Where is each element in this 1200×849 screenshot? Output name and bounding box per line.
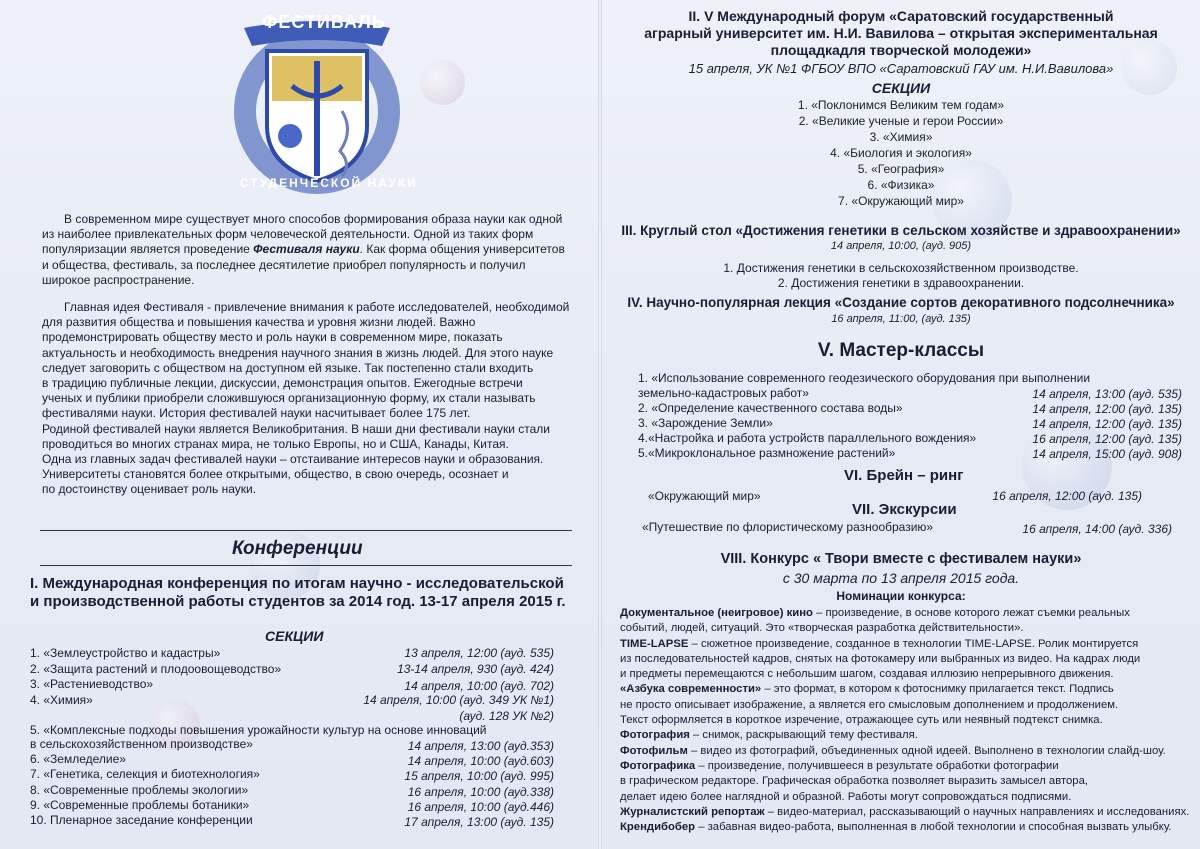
brain-ring-name: «Окружающий мир» [648, 489, 761, 503]
left-page [0, 0, 598, 849]
nomination-text: не просто описывает изображение, а является его смысловым дополнением и продолжением. [620, 698, 1119, 711]
conference-item-time: 16 апреля, 10:00 (ауд.446) [407, 800, 554, 814]
nomination-name: Фотофильм [620, 744, 688, 757]
forum-section-item: 3. «Химия» [869, 130, 933, 144]
conference-item-name: 7. «Генетика, селекция и биотехнология» [30, 767, 260, 781]
masterclass-item-name: земельно-кадастровых работ» [638, 386, 809, 400]
nomination-text: – видео из фотографий, объединенных одной идеей. Выполнено в технологии слайд-шоу. [687, 744, 1166, 757]
nomination-text: – видео-материал, рассказывающий о научных направлениях и исследованиях. [764, 805, 1190, 818]
intro-line: следует заговорить с обществом на доступном ей языке. Так постепенно стали входить [42, 360, 534, 375]
nomination-name: Документальное (неигровое) кино [620, 607, 813, 619]
conference-title-line2: и производственной работы студентов за 2014 год. 13-17 апреля 2015 г. [30, 593, 566, 610]
conference-item-time: 15 апреля, 10:00 (ауд. 995) [404, 769, 554, 783]
nomination-text: – это формат, в котором к фотоснимку прилагается текст. Подпись [761, 683, 1114, 696]
nomination-text: в графическом редакторе. Графическая обработка позволяет выразить замысел автора, [620, 775, 1088, 788]
excursions-title: VII. Экскурсии [852, 501, 957, 518]
nomination-text: событий, людей, ситуаций. Это «творческая разработка действительности». [620, 622, 1024, 635]
round-table-item: 1. Достижения генетики в сельскохозяйственном производстве. [723, 261, 1079, 275]
nominations-list [620, 606, 1189, 835]
nomination-text: делает идею более наглядной и образной. Работы могут сопровождаться подписями. [620, 790, 1072, 803]
masterclass-item-name: 3. «Зарождение Земли» [638, 416, 773, 430]
masterclass-item-name: 5.«Микроклональное размножение растений» [638, 446, 896, 460]
divider-line [40, 565, 572, 566]
conference-item-time: 13 апреля, 12:00 (ауд. 535) [404, 646, 554, 660]
conference-item-name: 1. «Землеустройство и кадастры» [30, 646, 221, 660]
nomination-line [620, 759, 1189, 774]
conference-item-time: 14 апреля, 10:00 (ауд. 349 УК №1) [363, 693, 554, 707]
conference-item-name: 2. «Защита растений и плодоовощеводство» [30, 662, 282, 676]
forum-title-line2: аграрный университет им. Н.И. Вавилова – открытая экспериментальная [644, 25, 1158, 41]
logo-top-text: ФЕСТИВАЛЬ [262, 12, 386, 32]
round-table-time: 14 апреля, 10:00, (ауд. 905) [830, 240, 972, 252]
intro-line: ученых и публики приобрели сложившуюся организационную форму, их стали называть [42, 391, 536, 406]
forum-section-item: 6. «Физика» [867, 178, 935, 192]
forum-title-line3: площадкадля творческой молодежи» [770, 42, 1032, 58]
brain-ring-time: 16 апреля, 12:00 (ауд. 135) [992, 489, 1142, 503]
conferences-heading: Конференции [232, 538, 363, 559]
nomination-line [620, 606, 1189, 621]
nominations-label: Номинации конкурса: [836, 589, 966, 603]
masterclasses-title: V. Мастер-классы [817, 340, 985, 361]
intro-line: продемонстрировать обществу место и роль науки в современном мире, показать [42, 330, 503, 345]
conference-item-name: 10. Пленарное заседание конференции [30, 813, 253, 827]
conference-item-time: 13-14 апреля, 930 (ауд. 424) [397, 662, 554, 676]
nomination-text: Текст оформляется в короткое изречение, отражающее суть или неявный подтекст снимка. [620, 714, 1103, 727]
contest-title: VIII. Конкурс « Твори вместе с фестивалем науки» [720, 551, 1082, 567]
conference-item-name: 4. «Химия» [30, 693, 93, 707]
conference-item-name: 6. «Земледелие» [30, 752, 126, 766]
masterclass-item-time: 14 апреля, 12:00 (ауд. 135) [1032, 417, 1182, 431]
intro-line: по достоинству оценивает роль науки. [42, 482, 257, 497]
intro-line: Родиной фестивалей науки является Великобритания. В наши дни фестивали науки стали [42, 421, 551, 436]
masterclass-item-name: 1. «Использование современного геодезического оборудования при выполнении [638, 371, 1091, 385]
intro-line: проводиться во многих странах мира, не только Европы, но и США, Канады, Китая. [42, 436, 509, 451]
nomination-name: Фотографика [620, 759, 696, 772]
excursions-name: «Путешествие по флористическому разнообразию» [642, 520, 934, 534]
nomination-line [620, 805, 1189, 820]
intro-line: и общества, фестиваль, за последнее десятилетие приобрел популярность и получил [42, 257, 526, 272]
nomination-text: – забавная видео-работа, выполненная в любой технологии и способная вызвать улыбку. [695, 821, 1172, 834]
conference-sections-label: СЕКЦИИ [265, 628, 324, 644]
festival-logo [222, 6, 412, 196]
brain-ring-title: VI. Брейн – ринг [844, 467, 964, 484]
nomination-text: из последовательностей кадров, снятых на фотокамеру или выбранных из видео. На кадрах люди [620, 652, 1141, 665]
nomination-name: «Азбука современности» [620, 683, 762, 696]
molecule-ball-decoration [420, 60, 465, 105]
intro-line-festival: популяризации является проведение Фестиваля науки. Как форма общения университетов [42, 242, 565, 257]
intro-paragraph-2 [42, 300, 569, 498]
round-table-item: 2. Достижения генетики в здравоохранении. [777, 276, 1025, 290]
nomination-name: Крендибобер [620, 821, 696, 834]
nomination-line [620, 667, 1189, 682]
nomination-name: Фотография [620, 729, 690, 742]
masterclass-item-time: 16 апреля, 12:00 (ауд. 135) [1032, 432, 1182, 446]
intro-paragraph-1 [42, 212, 565, 288]
round-table-title: III. Круглый стол «Достижения генетики в сельском хозяйстве и здравоохранении» [621, 223, 1181, 238]
forum-subtitle: 15 апреля, УК №1 ФГБОУ ВПО «Саратовский ГАУ им. Н.И.Вавилова» [688, 61, 1114, 76]
logo-ring-text: СТУДЕНЧЕСКОЙ НАУКИ [240, 176, 418, 190]
conference-item-name: 5. «Комплексные подходы повышения урожайности культур на основе инноваций [30, 723, 487, 737]
nomination-text: и предметы перемещаются с небольшим шагом, создавая иллюзию непрерывного движения. [620, 668, 1114, 681]
nomination-line [620, 713, 1189, 728]
nomination-text: – произведение, в основе которого лежат съемки реальных [812, 607, 1130, 619]
forum-section-item: 5. «География» [857, 162, 945, 176]
conference-item-time: 14 апреля, 13:00 (ауд.353) [407, 739, 554, 753]
conference-item-name: 3. «Растениеводство» [30, 677, 154, 691]
masterclass-item-name: 4.«Настройка и работа устройств параллельного вождения» [638, 431, 977, 445]
intro-line: В современном мире существует много способов формирования образа науки как одной [64, 212, 563, 226]
conference-item-name: в сельскохозяйственном производстве» [30, 737, 253, 751]
masterclass-item-time: 14 апреля, 13:00 (ауд. 535) [1032, 387, 1182, 401]
forum-section-item: 2. «Великие ученые и герои России» [798, 114, 1004, 128]
conference-item-time: (ауд. 128 УК №2) [459, 709, 554, 723]
nomination-text: – снимок, раскрывающий тему фестиваля. [689, 729, 918, 742]
intro-line: в традицию публичные лекции, дискуссии, демонстрация опытов. Ежегодные встречи [42, 376, 523, 391]
nomination-line [620, 774, 1189, 789]
nomination-line [620, 652, 1189, 667]
intro-line: Главная идея Фестиваля - привлечение внимания к работе исследователей, необходимой [64, 300, 570, 314]
nomination-text: – произведение, получившееся в результате обработки фотографии [695, 759, 1059, 772]
conference-item-time: 16 апреля, 10:00 (ауд.338) [407, 785, 554, 799]
nomination-line [620, 820, 1189, 835]
intro-line: Одна из главных задач фестивалей науки – отстаивание интересов науки и образования. [42, 452, 544, 467]
forum-section-item: 4. «Биология и экология» [830, 146, 972, 160]
forum-section-item: 1. «Поклонимся Великим тем годам» [797, 98, 1005, 112]
conference-title-line1: I. Международная конференция по итогам научно - исследовательской [30, 575, 564, 592]
forum-title-line1: II. V Международный форум «Саратовский государственный [688, 8, 1114, 24]
nomination-text: – сюжетное произведение, созданное в технологии TIME-LAPSE. Ролик монтируется [688, 637, 1139, 650]
conference-item-time: 14 апреля, 10:00 (ауд. 702) [404, 679, 554, 693]
masterclass-item-name: 2. «Определение качественного состава воды» [638, 401, 903, 415]
lecture-title: IV. Научно-популярная лекция «Создание сортов декоративного подсолнечника» [627, 295, 1175, 310]
conference-item-name: 8. «Современные проблемы экологии» [30, 783, 249, 797]
forum-section-item: 7. «Окружающий мир» [838, 194, 964, 208]
masterclass-item-time: 14 апреля, 15:00 (ауд. 908) [1032, 447, 1182, 461]
contest-dates: с 30 марта по 13 апреля 2015 года. [782, 570, 1020, 586]
conference-item-time: 14 апреля, 10:00 (ауд.603) [407, 754, 554, 768]
intro-line: фестивалями науки. История фестивалей науки насчитывает более 175 лет. [42, 406, 471, 421]
nomination-name: Журналистский репортаж [620, 805, 765, 818]
nomination-line [620, 698, 1189, 713]
forum-sections-label: СЕКЦИИ [871, 80, 931, 96]
lecture-time: 16 апреля, 11:00, (ауд. 135) [831, 313, 971, 325]
intro-line: широкое распространение. [42, 272, 195, 287]
nomination-name: TIME-LAPSE [620, 637, 689, 650]
intro-line: для развития общества и повышения качества и уровня жизни людей. Важно [42, 315, 476, 330]
masterclass-item-time: 14 апреля, 12:00 (ауд. 135) [1032, 402, 1182, 416]
nomination-line [620, 790, 1189, 805]
nomination-line [620, 621, 1189, 636]
right-page [602, 0, 1200, 849]
festival-emblem-icon [222, 6, 412, 196]
intro-line: из наиболее привлекательных форм человеческой деятельности. Одной из таких форм [42, 227, 534, 242]
intro-line: актуальность и необходимость внедрения научного знания в жизнь людей. Для этого науке [42, 345, 554, 360]
divider-line [40, 530, 572, 531]
conference-item-time: 17 апреля, 13:00 (ауд. 135) [404, 815, 554, 829]
nomination-line [620, 728, 1189, 743]
nomination-line [620, 682, 1189, 697]
excursions-time: 16 апреля, 14:00 (ауд. 336) [1022, 522, 1172, 536]
conference-item-name: 9. «Современные проблемы ботаники» [30, 798, 250, 812]
nomination-line [620, 637, 1189, 652]
intro-line: Университеты становятся более открытыми, общество, в свою очередь, осознает и [42, 467, 509, 482]
nomination-line [620, 744, 1189, 759]
